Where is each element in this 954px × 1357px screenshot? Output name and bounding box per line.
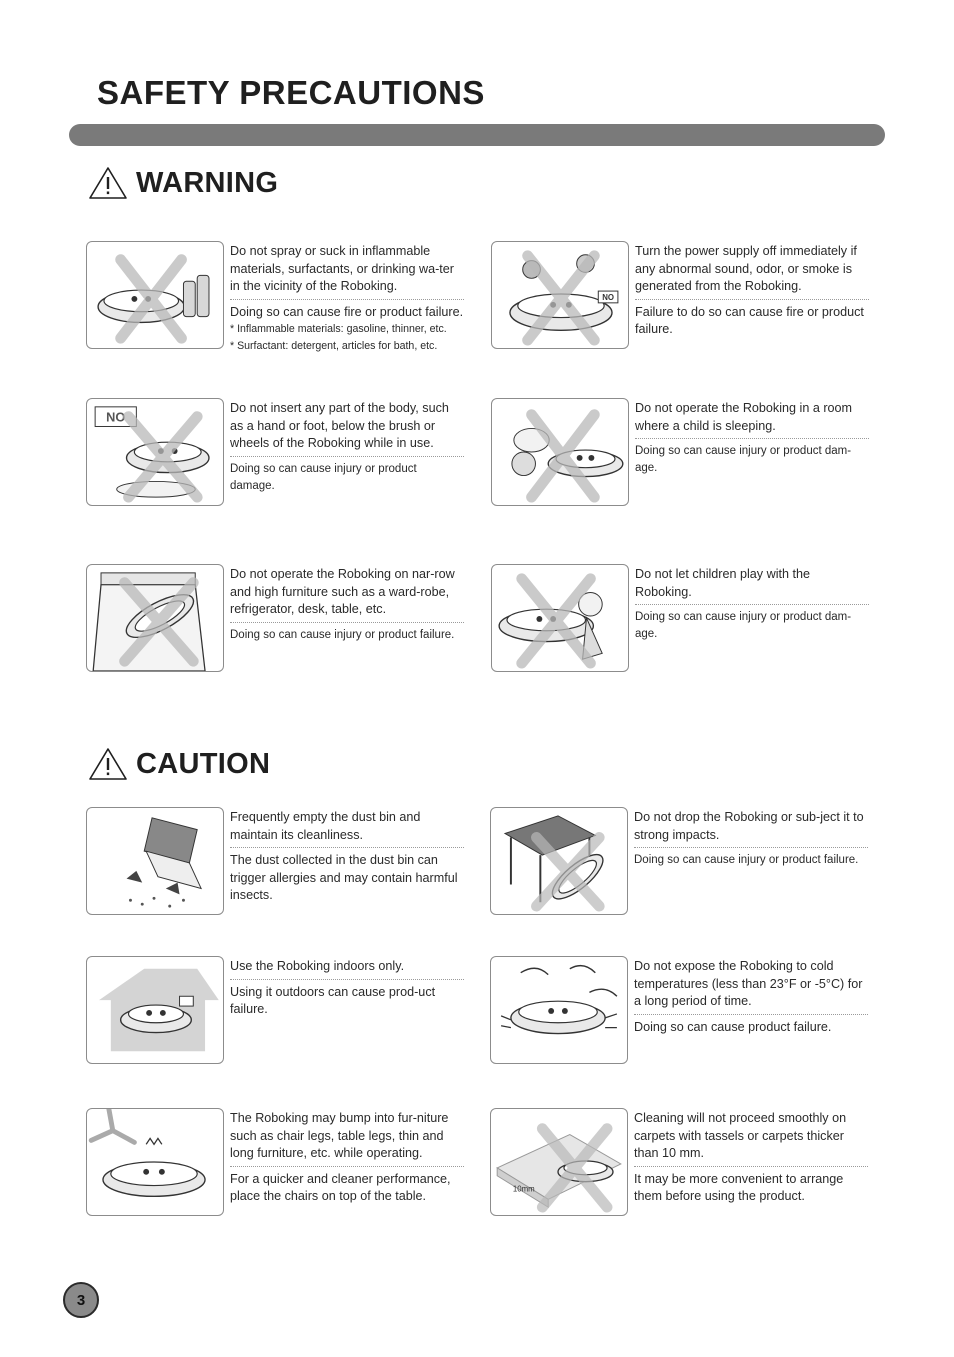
- illustration-sleeping-child: [491, 398, 629, 506]
- item-main-text: Do not operate the Roboking in a room where a child is sleeping.: [635, 400, 869, 439]
- dust-bin-illustration: [87, 808, 223, 914]
- child-play-illustration: [492, 565, 628, 671]
- robot-carpet-illustration: [491, 1109, 627, 1215]
- item-sub-text: Doing so can cause injury or product failure.: [230, 628, 455, 641]
- item-main-text: Frequently empty the dust bin and maintain its cleanliness.: [230, 809, 464, 848]
- title-divider-bar: [69, 124, 885, 146]
- item-main-text: Use the Roboking indoors only.: [230, 958, 464, 980]
- item-main-text: Do not spray or suck in inflammable materials, surfactants, or drinking wa-ter in the vicinity of the Roboking.: [230, 243, 464, 300]
- illustration-robot-carpet: [490, 1108, 628, 1216]
- caution-heading: [88, 747, 270, 781]
- item-sub-text: The dust collected in the dust bin can trigger allergies and may contain harmful insects.: [230, 853, 458, 903]
- warning-heading: [88, 166, 278, 200]
- illustration-robot-smoke: [491, 241, 629, 349]
- robot-hand-illustration: [87, 399, 223, 505]
- item-sub-text: Doing so can cause injury or product dam-age.: [635, 445, 852, 475]
- robot-cold-illustration: [491, 957, 627, 1063]
- page-title: SAFETY PRECAUTIONS: [97, 74, 485, 111]
- page-number-badge: 3: [63, 1282, 99, 1318]
- item-sub-text: Using it outdoors can cause prod-uct failure.: [230, 984, 436, 1017]
- illustration-robot-hand: [86, 398, 224, 506]
- item-sub-text: Doing so can cause fire or product failure.: [230, 304, 464, 319]
- illustration-no-sign-text: NO: [602, 292, 614, 302]
- item-sub-text: Doing so can cause injury or product dam-age.: [635, 611, 852, 641]
- item-main-text: Do not operate the Roboking on nar-row and high furniture such as a ward-robe, refrigerator, desk, table, etc.: [230, 566, 464, 623]
- caution-triangle-icon: [88, 747, 128, 781]
- caution-heading-text: CAUTION: [136, 747, 271, 780]
- item-sub-text: Doing so can cause injury or product failure.: [634, 854, 859, 867]
- item-sub-text: Doing so can cause injury or product damage.: [230, 462, 417, 492]
- illustration-child-play: [491, 564, 629, 672]
- warning-triangle-icon: [88, 166, 128, 200]
- house-illustration: [87, 957, 223, 1063]
- illustration-robot-fridge: [86, 564, 224, 672]
- illustration-robot-falling: [490, 807, 628, 915]
- illustration-house: [86, 956, 224, 1064]
- item-sub-text: Doing so can cause product failure.: [634, 1019, 832, 1034]
- illustration-robot-chair: [86, 1108, 224, 1216]
- item-sub-text: It may be more convenient to arrange them before using the product.: [634, 1171, 844, 1204]
- illustration-robot-spray: [86, 241, 224, 349]
- carpet-thickness-label: 10mm: [512, 1184, 535, 1194]
- robot-chair-illustration: [87, 1109, 223, 1215]
- sleeping-child-illustration: [492, 399, 628, 505]
- illustration-robot-cold: [490, 956, 628, 1064]
- illustration-no-sign-text: NO: [106, 409, 126, 425]
- item-main-text: Do not drop the Roboking or sub-ject it to strong impacts.: [634, 809, 868, 848]
- item-main-text: The Roboking may bump into fur-niture such as chair legs, table legs, thin and long furniture, etc. while operating.: [230, 1110, 464, 1167]
- robot-fridge-illustration: [87, 565, 223, 671]
- robot-falling-illustration: [491, 808, 627, 914]
- item-note: * Inflammable materials: gasoline, thinner, etc.: [230, 323, 447, 336]
- item-main-text: Do not let children play with the Roboking.: [635, 566, 869, 605]
- item-main-text: Turn the power supply off immediately if any abnormal sound, odor, or smoke is generated from the Roboking.: [635, 243, 869, 300]
- illustration-dust-bin: [86, 807, 224, 915]
- item-sub-text: For a quicker and cleaner performance, place the chairs on top of the table.: [230, 1171, 451, 1204]
- item-main-text: Do not expose the Roboking to cold temperatures (less than 23°F or -5°C) for a long period of time.: [634, 958, 868, 1015]
- item-note: * Surfactant: detergent, articles for bath, etc.: [230, 340, 438, 353]
- item-main-text: Cleaning will not proceed smoothly on carpets with tassels or carpets thicker than 10 mm.: [634, 1110, 868, 1167]
- item-main-text: Do not insert any part of the body, such as a hand or foot, below the brush or wheels of the Roboking while in use.: [230, 400, 464, 457]
- warning-heading-text: WARNING: [136, 166, 279, 199]
- item-sub-text: Failure to do so can cause fire or product failure.: [635, 304, 864, 337]
- robot-smoke-illustration: [492, 242, 628, 348]
- robot-spray-illustration: [87, 242, 223, 348]
